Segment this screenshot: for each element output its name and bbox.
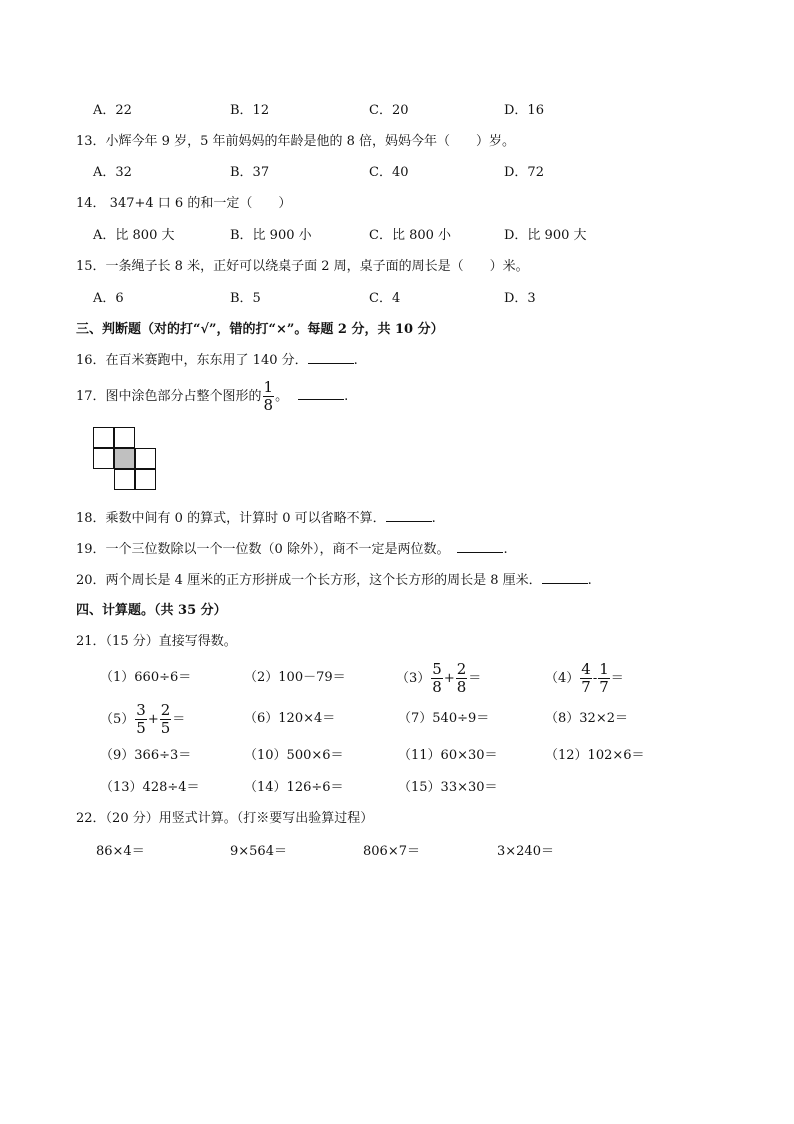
q15-option-c: C．4 (369, 291, 401, 306)
q17-frac-num: 1 (263, 378, 274, 396)
frac-num: 5 (432, 659, 442, 678)
q17 (76, 380, 348, 413)
q21-item-5-frac-a (135, 700, 147, 737)
q21-item-8: （8）32×2＝ (545, 711, 628, 726)
q21-item-3-label: （3） (396, 670, 431, 686)
q13-option-c: C．40 (369, 165, 409, 180)
q12-option-c: C．20 (369, 103, 409, 118)
q21-item-1: （1）660÷6＝ (100, 670, 192, 685)
q20-end: . (587, 573, 592, 588)
q20-answer-blank[interactable] (542, 583, 588, 584)
frac-num: 1 (599, 659, 609, 678)
frac-den: 8 (456, 677, 467, 696)
q21-item-3-frac-b (456, 659, 468, 696)
grid-cell (114, 469, 135, 490)
q21-item-9: （9）366÷3＝ (100, 748, 192, 763)
grid-cell (135, 469, 156, 490)
q12-option-b: B．12 (230, 103, 270, 118)
q17-frac-den: 8 (263, 396, 274, 414)
q22-item-1: 86×4＝ (96, 844, 145, 859)
operator: + (443, 670, 455, 686)
frac-num: 2 (456, 659, 467, 678)
q15-option-a: A．6 (93, 291, 124, 306)
q14-option-c: C．比 800 小 (369, 228, 452, 243)
q21-item-3 (396, 661, 481, 695)
frac-den: 7 (581, 677, 591, 696)
q18-answer-blank[interactable] (386, 521, 432, 522)
q18-text: 18．乘数中间有 0 的算式，计算时 0 可以省略不算． (76, 511, 386, 526)
q21-item-14: （14）126÷6＝ (244, 780, 344, 795)
frac-den: 8 (432, 677, 442, 696)
q17-grid-figure (93, 427, 157, 491)
q21-item-10: （10）500×6＝ (244, 748, 344, 763)
q21-item-3-frac-a (431, 659, 443, 696)
q13-option-d: D．72 (504, 165, 544, 180)
frac-den: 7 (599, 677, 609, 696)
equals: ＝ (610, 670, 624, 686)
q13-option-b: B．37 (230, 165, 270, 180)
q15-stem: 15．一条绳子长 8 米，正好可以绕桌子面 2 周，桌子面的周长是（ ）米。 (76, 259, 529, 274)
q19-text: 19．一个三位数除以一个一位数（0 除外），商不一定是两位数。 (76, 542, 450, 557)
q17-mid: 。 (275, 389, 289, 404)
q21-item-5 (100, 702, 185, 736)
q13-option-a: A．32 (93, 165, 132, 180)
q22-item-2: 9×564＝ (230, 844, 287, 859)
grid-cell (93, 448, 114, 469)
q21-item-5-label: （5） (100, 711, 135, 727)
q20-text: 20．两个周长是 4 厘米的正方形拼成一个长方形，这个长方形的周长是 8 厘米． (76, 573, 542, 588)
grid-cell (93, 427, 114, 448)
q22-item-3: 806×7＝ (363, 844, 420, 859)
q21-item-4 (545, 661, 624, 695)
q12-option-d: D．16 (504, 103, 544, 118)
q15-option-d: D．3 (504, 291, 536, 306)
frac-num: 3 (136, 700, 146, 719)
q19-end: . (503, 542, 508, 557)
frac-num: 2 (160, 700, 171, 719)
q16 (76, 354, 358, 367)
q19-answer-blank[interactable] (457, 552, 503, 553)
equals: ＝ (172, 711, 186, 727)
q17-fraction (263, 380, 275, 413)
q18 (76, 512, 436, 525)
q22-stem: 22．（20 分）用竖式计算。（打※要写出验算过程） (76, 811, 374, 826)
q21-item-7: （7）540÷9＝ (398, 711, 490, 726)
q21-item-13: （13）428÷4＝ (100, 780, 200, 795)
q21-item-5-frac-b (160, 700, 172, 737)
grid-cell (114, 427, 135, 448)
q21-item-12: （12）102×6＝ (545, 748, 645, 763)
section-4-title: 四、计算题。（共 35 分） (76, 603, 227, 618)
grid-cell-shaded (114, 448, 135, 469)
frac-num: 4 (581, 659, 591, 678)
q21-item-4-frac-a (580, 659, 592, 696)
q14-option-b: B．比 900 小 (230, 228, 312, 243)
q21-item-15: （15）33×30＝ (398, 780, 498, 795)
q21-item-4-frac-b (598, 659, 610, 696)
q17-end: . (344, 389, 349, 404)
q16-end: . (353, 353, 358, 368)
q21-item-2: （2）100－79＝ (244, 670, 346, 685)
equals: ＝ (468, 670, 482, 686)
q18-end: . (431, 511, 436, 526)
q19 (76, 543, 508, 556)
q13-stem: 13．小辉今年 9 岁，5 年前妈妈的年龄是他的 8 倍，妈妈今年（ ）岁。 (76, 134, 516, 149)
frac-den: 5 (136, 718, 146, 737)
q16-answer-blank[interactable] (308, 363, 354, 364)
operator: - (592, 670, 598, 686)
operator: + (147, 711, 159, 727)
section-3-title: 三、判断题（对的打“√”，错的打“×”。每题 2 分，共 10 分） (76, 322, 444, 337)
q17-answer-blank[interactable] (298, 399, 344, 400)
grid-cell (135, 448, 156, 469)
q12-option-a: A．22 (93, 103, 132, 118)
q14-option-d: D．比 900 大 (504, 228, 587, 243)
frac-den: 5 (160, 718, 171, 737)
q17-text: 17．图中涂色部分占整个图形的 (76, 389, 262, 404)
q15-option-b: B．5 (230, 291, 261, 306)
q14-option-a: A．比 800 大 (93, 228, 175, 243)
q21-item-11: （11）60×30＝ (398, 748, 498, 763)
q14-stem: 14． 347+4 口 6 的和一定（ ） (76, 196, 292, 211)
q21-stem: 21．（15 分）直接写得数。 (76, 634, 237, 649)
q22-item-4: 3×240＝ (497, 844, 554, 859)
q16-text: 16．在百米赛跑中，东东用了 140 分． (76, 353, 308, 368)
q21-item-6: （6）120×4＝ (244, 711, 336, 726)
q20 (76, 574, 592, 587)
q21-item-4-label: （4） (545, 670, 580, 686)
